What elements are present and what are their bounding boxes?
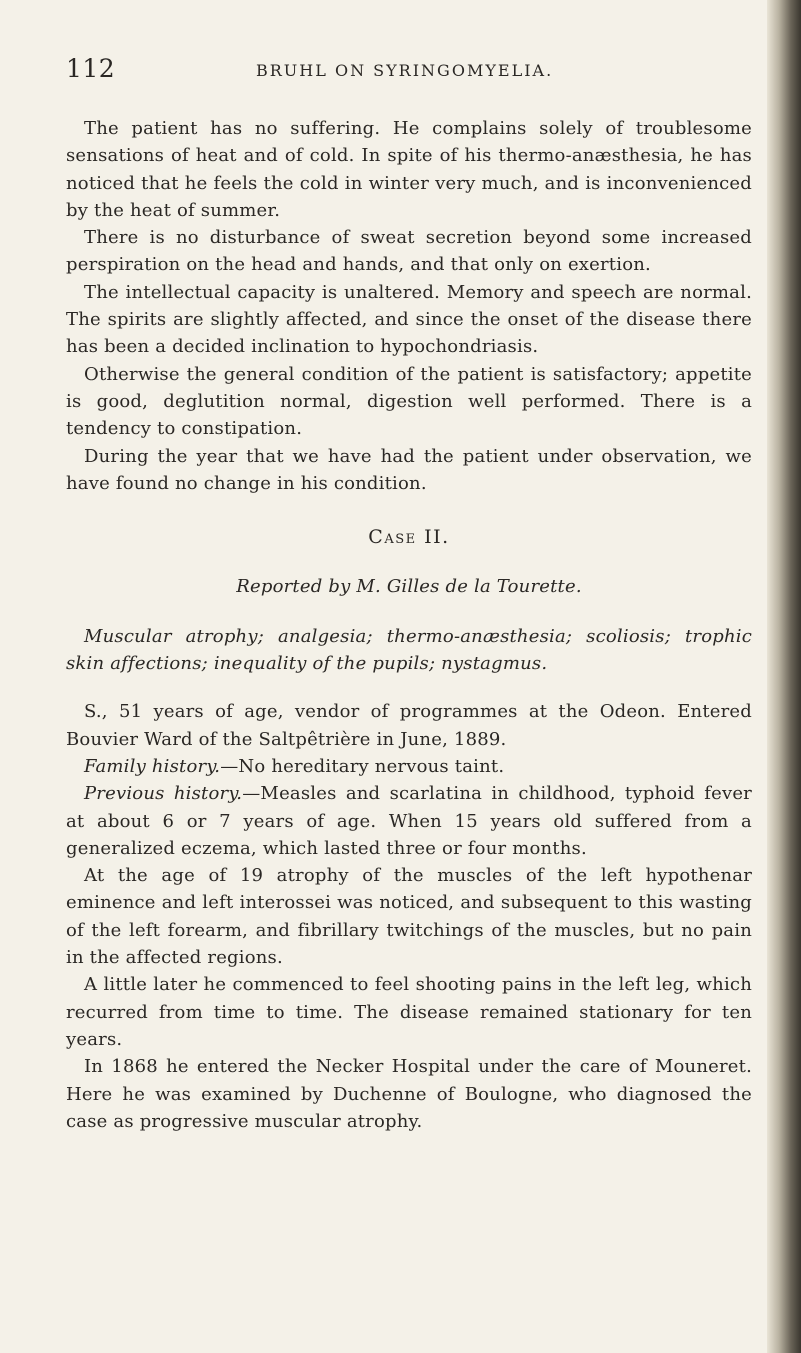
- case-reporter: Reported by M. Gilles de la Tourette.: [236, 576, 582, 598]
- paragraph-general-condition: Otherwise the general condition of the patient is satisfactory; appetite is good, deglutition normal, digestion well performed. There is a tendency to constipation.: [66, 363, 752, 440]
- family-history-text: —No hereditary nervous taint.: [220, 755, 505, 777]
- paragraph-patient-intro: S., 51 years of age, vendor of programmes at the Odeon. Entered Bouvier Ward of the Saltpêtrière in June, 1889.: [66, 701, 752, 750]
- paragraph-observation: During the year that we have had the patient under observation, we have found no change in his condition.: [66, 445, 752, 494]
- paragraph-sweat-secretion: There is no disturbance of sweat secretion beyond some increased perspiration on the head and hands, and that only on exertion.: [66, 227, 752, 276]
- case-summary: Muscular atrophy; analgesia; thermo-anæsthesia; scoliosis; trophic skin affections; inequality of the pupils; nystagmus.: [66, 625, 752, 675]
- page-header: [66, 54, 732, 94]
- running-head: BRUHL ON SYRINGOMYELIA.: [256, 61, 554, 80]
- paragraph-family-history: [66, 753, 752, 780]
- previous-history-lead: Previous history.: [84, 783, 243, 805]
- family-history-lead: Family history.: [84, 755, 221, 777]
- paragraph-shooting-pains: A little later he commenced to feel shooting pains in the left leg, which recurred from time to time. The disease remained stationary for ten years.: [66, 974, 752, 1050]
- paragraph-intellectual-capacity: The intellectual capacity is unaltered. Memory and speech are normal. The spirits are slightly affected, and since the onset of the disease there has been a decided inclination to hypochondriasis.: [66, 281, 752, 358]
- page-body: [66, 115, 752, 1135]
- page-edge-shadow: [767, 0, 801, 1353]
- paragraph-atrophy-onset: At the age of 19 atrophy of the muscles of the left hypothenar eminence and left interossei was noticed, and subsequent to this wasting of the left forearm, and fibrillary twitchings of the muscles, but no pain in the affected regions.: [66, 865, 752, 969]
- paragraph-necker-hospital: In 1868 he entered the Necker Hospital under the care of Mouneret. Here he was examined by Duchenne of Boulogne, who diagnosed the case as progressive muscular atrophy.: [66, 1056, 752, 1132]
- paragraph-previous-history: [66, 780, 752, 862]
- case-heading: Case II.: [368, 526, 450, 549]
- previous-history-text: —Measles and scarlatina in childhood, typhoid fever at about 6 or 7 years of age. When 15 years old suffered from a generalized eczema, which lasted three or four months.: [66, 783, 752, 859]
- page-number: 112: [66, 54, 116, 83]
- paragraph-no-suffering: The patient has no suffering. He complains solely of troublesome sensations of heat and of cold. In spite of his thermo-anæsthesia, he has noticed that he feels the cold in winter very much, and is inconvenienced by the heat of summer.: [66, 118, 752, 221]
